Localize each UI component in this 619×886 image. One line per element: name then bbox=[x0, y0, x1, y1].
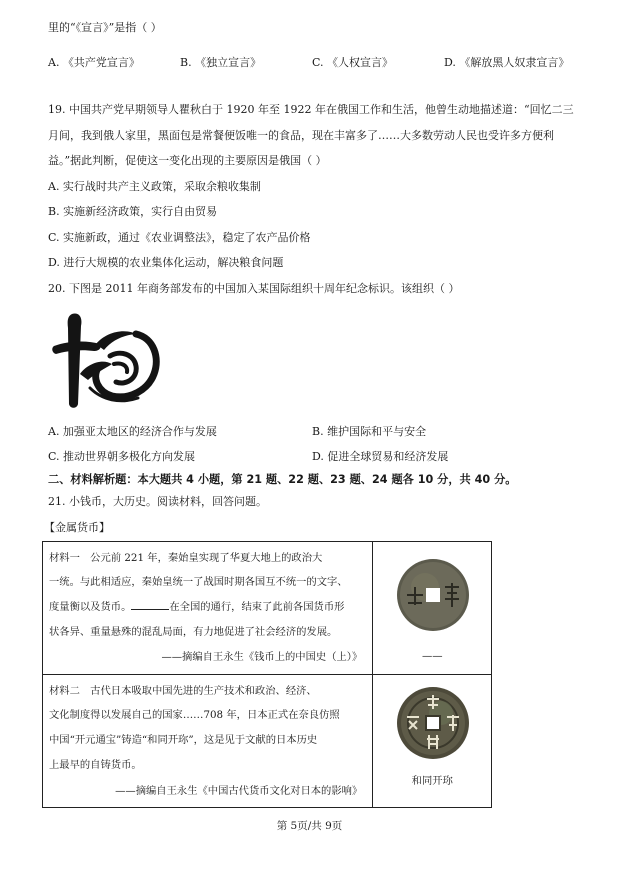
material-1-source: ——摘编自王永生《钱币上的中国史（上）》 bbox=[161, 651, 363, 663]
material-1-line-1: 材料一 公元前 221 年，秦始皇实现了华夏大地上的政治大 bbox=[49, 552, 323, 564]
material-1-line-2: 一统。与此相适应，秦始皇统一了战国时期各国互不统一的文字、 bbox=[49, 576, 348, 588]
wadokaichin-coin-icon bbox=[395, 685, 471, 761]
material-2-image-cell bbox=[373, 675, 492, 808]
q20-option-c: C. 推动世界朝多极化方向发展 bbox=[48, 450, 196, 463]
material-1-line-3: 度量衡以及货币。 在全国的通行，结束了此前各国货币形 bbox=[49, 601, 345, 613]
material-1-cell bbox=[43, 542, 373, 675]
material-2-cell bbox=[43, 675, 373, 808]
answer-blank bbox=[131, 599, 169, 610]
q18-option-a: A. 《共产党宣言》 bbox=[48, 56, 140, 69]
material-1-line-4: 状各异、重量悬殊的混乱局面，有力地促进了社会经济的发展。 bbox=[49, 626, 338, 638]
q21-stem: 21. 小钱币，大历史。阅读材料，回答问题。 bbox=[48, 495, 267, 508]
q20-option-a: A. 加强亚太地区的经济合作与发展 bbox=[48, 425, 217, 438]
q19-option-c: C. 实施新政，通过《农业调整法》，稳定了农产品价格 bbox=[48, 231, 311, 244]
banliang-coin-icon bbox=[395, 557, 471, 633]
material-2-caption: 和同开珎 bbox=[411, 775, 453, 787]
section-2-heading: 二、材料解析题：本大题共 4 小题，第 21 题、22 题、23 题、24 题各 10 分，共 40 分。 bbox=[48, 473, 517, 486]
q19-option-a: A. 实行战时共产主义政策，采取余粮收集制 bbox=[48, 180, 261, 193]
material-2-line-4: 上最早的自铸货币。 bbox=[49, 759, 142, 771]
q20-option-b: B. 维护国际和平与安全 bbox=[312, 425, 427, 438]
q19-stem-line-1: 19. 中国共产党早期领导人瞿秋白于 1920 年至 1922 年在俄国工作和生活，他曾生动地描述道：“回忆二三 bbox=[48, 103, 574, 116]
material-2-line-3: 中国“开元通宝”铸造“和同开珎”，这是见于文献的日本历史 bbox=[49, 734, 318, 746]
q19-stem-line-2: 月间，我到俄人家里，黑面包是常餐便饭唯一的食品，现在丰富多了……大多数劳动人民也受许多方便利 bbox=[48, 129, 554, 142]
q18-option-b: B. 《独立宣言》 bbox=[180, 56, 262, 69]
page-footer: 第 5页/共 9页 bbox=[276, 820, 343, 832]
material-2-source: ——摘编自王永生《中国古代货币文化对日本的影响》 bbox=[115, 785, 363, 797]
q19-stem-line-3: 益。”据此判断，促使这一变化出现的主要原因是俄国（ ） bbox=[48, 154, 327, 167]
wto-logo-icon bbox=[50, 308, 162, 412]
material-table bbox=[42, 541, 492, 808]
q18-tail: 里的“《宣言》”是指（ ） bbox=[48, 21, 162, 34]
material-2-line-2: 文化制度得以发展自己的国家……708 年，日本正式在奈良仿照 bbox=[49, 709, 340, 721]
material-1-caption: —— bbox=[421, 650, 443, 662]
q19-option-b: B. 实施新经济政策，实行自由贸易 bbox=[48, 205, 218, 218]
q18-option-d: D. 《解放黑人奴隶宣言》 bbox=[444, 56, 570, 69]
material-1-image-cell bbox=[373, 542, 492, 675]
q20-option-d: D. 促进全球贸易和经济发展 bbox=[312, 450, 449, 463]
q19-option-d: D. 进行大规模的农业集体化运动，解决粮食问题 bbox=[48, 256, 284, 269]
q18-option-c: C. 《人权宣言》 bbox=[312, 56, 394, 69]
material-2-line-1: 材料二 古代日本吸取中国先进的生产技术和政治、经济、 bbox=[49, 685, 317, 697]
q21-heading: 【金属货币】 bbox=[44, 521, 110, 534]
q20-stem: 20. 下图是 2011 年商务部发布的中国加入某国际组织十周年纪念标识。该组织（ ） bbox=[48, 282, 460, 295]
